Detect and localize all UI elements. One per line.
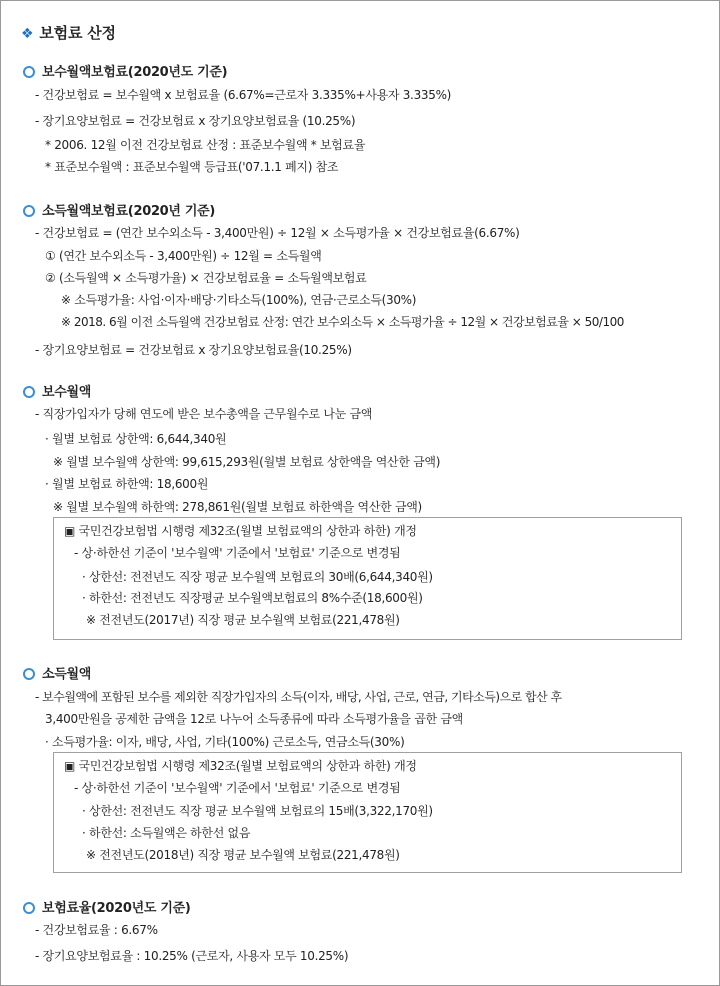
box-line: - 상·하한선 기준이 '보수월액' 기준에서 '보험료' 기준으로 변경됨 bbox=[74, 781, 401, 795]
box-heading: ▣ 국민건강보험법 시행령 제32조(월별 보험료액의 상한과 하한) 개정 bbox=[64, 524, 417, 538]
box-line: · 하한선: 전전년도 직장평균 보수월액보험료의 8%수준(18,600원) bbox=[82, 591, 423, 605]
circle-bullet-icon bbox=[23, 386, 35, 398]
text-line: 3,400만원을 공제한 금액을 12로 나누어 소득종류에 따라 소득평가율을 곱한 금액 bbox=[45, 712, 463, 726]
text-line: - 건강보험료 = 보수월액 x 보험료율 (6.67%=근로자 3.335%+사용자 3.335%) bbox=[35, 88, 452, 102]
box-line: · 하한선: 소득월액은 하한선 없음 bbox=[82, 826, 251, 840]
note-line: * 표준보수월액 : 표준보수월액 등급표('07.1.1 폐지) 참조 bbox=[45, 160, 339, 174]
text-line: · 월별 보험료 상한액: 6,644,340원 bbox=[45, 432, 227, 446]
text-line: - 직장가입자가 당해 연도에 받은 보수총액을 근무월수로 나눈 금액 bbox=[35, 407, 373, 421]
note-line: ※ 2018. 6월 이전 소득월액 건강보험료 산정: 연간 보수외소득 × 소득평가율 ÷ 12월 × 건강보험료율 × 50/100 bbox=[61, 315, 624, 329]
text-line: - 장기요양보험료율 : 10.25% (근로자, 사용자 모두 10.25%) bbox=[35, 949, 349, 963]
section-heading-standard-monthly-amount: 보수월액 bbox=[23, 384, 91, 402]
box-line: · 상한선: 전전년도 직장 평균 보수월액 보험료의 15배(3,322,170원) bbox=[82, 804, 433, 818]
diamond-bullet-icon: ❖ bbox=[21, 26, 34, 42]
note-line: * 2006. 12월 이전 건강보험료 산정 : 표준보수월액 * 보험료율 bbox=[45, 138, 366, 152]
note-line: ※ 월별 보수월액 상한액: 99,615,293원(월별 보험료 상한액을 역산한 금액) bbox=[53, 455, 441, 469]
circle-bullet-icon bbox=[23, 902, 35, 914]
text-line: - 건강보험료 = (연간 보수외소득 - 3,400만원) ÷ 12월 × 소득평가율 × 건강보험료율(6.67%) bbox=[35, 226, 520, 240]
text-line: ① (연간 보수외소득 - 3,400만원) ÷ 12월 = 소득월액 bbox=[45, 249, 322, 263]
text-line: - 보수월액에 포함된 보수를 제외한 직장가입자의 소득(이자, 배당, 사업, 근로, 연금, 기타소득)으로 합산 후 bbox=[35, 690, 562, 704]
text-line: · 소득평가율: 이자, 배당, 사업, 기타(100%) 근로소득, 연금소득(30%) bbox=[45, 735, 405, 749]
text-line: - 건강보험료율 : 6.67% bbox=[35, 923, 158, 937]
text-line: - 장기요양보험료 = 건강보험료 x 장기요양보험료율 (10.25%) bbox=[35, 114, 356, 128]
text-line: · 월별 보험료 하한액: 18,600원 bbox=[45, 477, 209, 491]
circle-bullet-icon bbox=[23, 205, 35, 217]
circle-bullet-icon bbox=[23, 668, 35, 680]
box-note: ※ 전전년도(2017년) 직장 평균 보수월액 보험료(221,478원) bbox=[86, 613, 400, 627]
section-heading-income-monthly-premium: 소득월액보험료(2020년 기준) bbox=[23, 203, 215, 221]
circle-bullet-icon bbox=[23, 66, 35, 78]
page-title: ❖ 보험료 산정 bbox=[21, 24, 116, 42]
box-heading: ▣ 국민건강보험법 시행령 제32조(월별 보험료액의 상한과 하한) 개정 bbox=[64, 759, 417, 773]
box-note: ※ 전전년도(2018년) 직장 평균 보수월액 보험료(221,478원) bbox=[86, 848, 400, 862]
notice-box bbox=[53, 752, 682, 873]
section-heading-premium-rate: 보험료율(2020년도 기준) bbox=[23, 900, 191, 918]
note-line: ※ 소득평가율: 사업·이자·배당·기타소득(100%), 연금·근로소득(30%) bbox=[61, 293, 417, 307]
section-heading-income-monthly-amount: 소득월액 bbox=[23, 666, 91, 684]
text-line: - 장기요양보험료 = 건강보험료 x 장기요양보험료율(10.25%) bbox=[35, 343, 352, 357]
box-line: · 상한선: 전전년도 직장 평균 보수월액 보험료의 30배(6,644,340원) bbox=[82, 570, 433, 584]
box-line: - 상·하한선 기준이 '보수월액' 기준에서 '보험료' 기준으로 변경됨 bbox=[74, 546, 401, 560]
note-line: ※ 월별 보수월액 하한액: 278,861원(월별 보험료 하한액을 역산한 금액) bbox=[53, 500, 422, 514]
section-heading-standard-monthly-premium: 보수월액보험료(2020년도 기준) bbox=[23, 64, 227, 82]
text-line: ② (소득월액 × 소득평가율) × 건강보험료율 = 소득월액보험료 bbox=[45, 271, 367, 285]
notice-box bbox=[53, 517, 682, 640]
